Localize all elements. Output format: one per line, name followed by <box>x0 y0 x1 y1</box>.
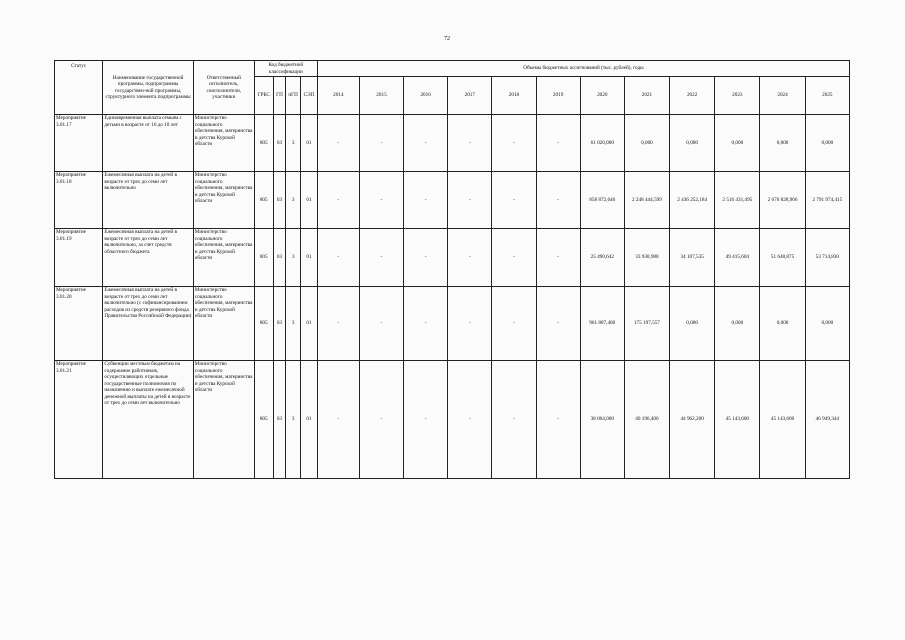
row-code-grbs: 805 <box>254 287 273 361</box>
row-responsible: Министерство социального обеспечения, материнства и детства Курской области <box>193 229 254 287</box>
row-name: Субвенции местным бюджетам на содержание работников, осуществляющих отдельные государственные полномочия по назначению и выплате ежемесячной денежной выплаты на детей в возрасте от трех до семи лет включительно <box>103 361 193 479</box>
row-value-2023: 45 143,600 <box>715 361 760 479</box>
row-value-2023: 0,000 <box>715 115 760 172</box>
header-code-grbs: ГРБС <box>254 77 273 115</box>
row-name: Ежемесячная выплата на детей в возрасте от трех до семи лет включительно, за счет средств областного бюджета <box>103 229 193 287</box>
row-value-2020: 961 887,400 <box>580 287 624 361</box>
row-value-2014: - <box>317 115 359 172</box>
row-value-2016: - <box>404 115 448 172</box>
row-responsible: Министерство социального обеспечения, материнства и детства Курской области <box>193 361 254 479</box>
row-value-2020: 25 490,642 <box>580 229 624 287</box>
row-value-2020: 38 064,000 <box>580 361 624 479</box>
header-year-2014: 2014 <box>317 77 359 115</box>
row-code-grbs: 805 <box>254 115 273 172</box>
row-value-2018: - <box>492 115 536 172</box>
row-code-sep: 01 <box>301 115 318 172</box>
row-code-pgp: 3 <box>286 115 301 172</box>
row-value-2017: - <box>448 172 492 229</box>
row-value-2021: 2 248 444,599 <box>624 172 669 229</box>
row-value-2021: 175 197,557 <box>624 287 669 361</box>
row-value-2017: - <box>448 361 492 479</box>
row-code-sep: 01 <box>301 287 318 361</box>
row-code-grbs: 805 <box>254 361 273 479</box>
header-year-2015: 2015 <box>359 77 403 115</box>
row-value-2018: - <box>492 229 536 287</box>
table-row <box>55 229 850 287</box>
row-value-2024: 0,000 <box>760 115 805 172</box>
row-value-2019: - <box>536 172 580 229</box>
row-status: Мероприятие 3.01.19 <box>55 229 103 287</box>
row-value-2022: 44 962,200 <box>670 361 715 479</box>
row-value-2015: - <box>359 361 403 479</box>
header-name: Наименование государственной программы, подпрограммы государствен-ной программы, структурного элемента подпрограммы <box>103 61 193 115</box>
row-value-2025: 0,000 <box>805 287 849 361</box>
header-code-pgp: пГП <box>286 77 301 115</box>
header-year-2025: 2025 <box>805 77 849 115</box>
row-value-2021: 0,000 <box>624 115 669 172</box>
row-value-2016: - <box>404 361 448 479</box>
header-year-2020: 2020 <box>580 77 624 115</box>
row-value-2014: - <box>317 229 359 287</box>
row-value-2024: 2 676 828,966 <box>760 172 805 229</box>
row-value-2018: - <box>492 361 536 479</box>
row-code-pgp: 3 <box>286 361 301 479</box>
header-status: Статус <box>55 61 103 115</box>
row-value-2024: 45 143,600 <box>760 361 805 479</box>
row-value-2025: 2 791 974,415 <box>805 172 849 229</box>
row-value-2017: - <box>448 287 492 361</box>
row-value-2025: 0,000 <box>805 115 849 172</box>
row-responsible: Министерство социального обеспечения, материнства и детства Курской области <box>193 115 254 172</box>
row-code-grbs: 805 <box>254 229 273 287</box>
row-code-gp: 03 <box>273 361 286 479</box>
header-volumes-group: Объемы бюджетных ассигнований (тыс. рублей), годы <box>317 61 849 77</box>
row-code-sep: 01 <box>301 229 318 287</box>
row-value-2014: - <box>317 361 359 479</box>
row-value-2023: 2 516 431,495 <box>715 172 760 229</box>
row-code-sep: 01 <box>301 172 318 229</box>
row-code-grbs: 805 <box>254 172 273 229</box>
header-year-2024: 2024 <box>760 77 805 115</box>
row-name: Единовременная выплата семьям с детьми в возрасте от 16 до 18 лет <box>103 115 193 172</box>
row-value-2014: - <box>317 287 359 361</box>
row-code-gp: 03 <box>273 172 286 229</box>
row-code-pgp: 3 <box>286 229 301 287</box>
table-row <box>55 172 850 229</box>
header-responsible: Ответственный исполнитель, соисполнители, участники <box>193 61 254 115</box>
row-value-2019: - <box>536 287 580 361</box>
row-code-pgp: 3 <box>286 287 301 361</box>
row-name: Ежемесячная выплата на детей в возрасте от трех до семи лет включительно (с софинансированием расходов из средств резервного фонда Правительства Российской Федерации) <box>103 287 193 361</box>
row-code-pgp: 3 <box>286 172 301 229</box>
table-row <box>55 115 850 172</box>
header-code-group: Код бюджетной классификации <box>254 61 317 77</box>
row-value-2016: - <box>404 172 448 229</box>
row-name: Ежемесячная выплата на детей в возрасте от трех до семи лет включительно <box>103 172 193 229</box>
row-value-2017: - <box>448 229 492 287</box>
row-value-2022: 2 436 252,184 <box>670 172 715 229</box>
header-year-2023: 2023 <box>715 77 760 115</box>
row-status: Мероприятие 3.01.20 <box>55 287 103 361</box>
row-value-2015: - <box>359 287 403 361</box>
row-value-2016: - <box>404 229 448 287</box>
row-code-sep: 01 <box>301 361 318 479</box>
row-status: Мероприятие 3.01.18 <box>55 172 103 229</box>
row-code-gp: 03 <box>273 229 286 287</box>
row-value-2017: - <box>448 115 492 172</box>
table-row <box>55 361 850 479</box>
row-code-gp: 03 <box>273 287 286 361</box>
header-year-2019: 2019 <box>536 77 580 115</box>
row-value-2022: 0,000 <box>670 115 715 172</box>
header-year-2016: 2016 <box>404 77 448 115</box>
row-responsible: Министерство социального обеспечения, материнства и детства Курской области <box>193 172 254 229</box>
header-year-2022: 2022 <box>670 77 715 115</box>
row-value-2020: 61 020,000 <box>580 115 624 172</box>
header-code-gp: ГП <box>273 77 286 115</box>
row-code-gp: 03 <box>273 115 286 172</box>
row-value-2021: 33 930,988 <box>624 229 669 287</box>
row-status: Мероприятие 3.01.21 <box>55 361 103 479</box>
page-number: 72 <box>444 36 450 42</box>
budget-table <box>54 60 850 479</box>
row-value-2019: - <box>536 229 580 287</box>
row-value-2023: 49 415,604 <box>715 229 760 287</box>
row-value-2019: - <box>536 115 580 172</box>
row-value-2025: 46 949,344 <box>805 361 849 479</box>
row-value-2022: 0,000 <box>670 287 715 361</box>
row-value-2024: 0,000 <box>760 287 805 361</box>
header-code-sep: СЭП <box>301 77 318 115</box>
header-year-2018: 2018 <box>492 77 536 115</box>
row-value-2018: - <box>492 172 536 229</box>
row-value-2021: 40 196,400 <box>624 361 669 479</box>
row-value-2018: - <box>492 287 536 361</box>
row-value-2025: 53 714,830 <box>805 229 849 287</box>
row-status: Мероприятие 3.01.17 <box>55 115 103 172</box>
header-year-2021: 2021 <box>624 77 669 115</box>
row-value-2016: - <box>404 287 448 361</box>
row-value-2015: - <box>359 229 403 287</box>
row-value-2024: 51 648,875 <box>760 229 805 287</box>
row-value-2014: - <box>317 172 359 229</box>
row-value-2023: 0,000 <box>715 287 760 361</box>
header-year-2017: 2017 <box>448 77 492 115</box>
row-value-2019: - <box>536 361 580 479</box>
row-value-2015: - <box>359 115 403 172</box>
row-value-2022: 34 107,535 <box>670 229 715 287</box>
row-responsible: Министерство социального обеспечения, материнства и детства Курской области <box>193 287 254 361</box>
table-row <box>55 287 850 361</box>
row-value-2020: 858 872,646 <box>580 172 624 229</box>
row-value-2015: - <box>359 172 403 229</box>
